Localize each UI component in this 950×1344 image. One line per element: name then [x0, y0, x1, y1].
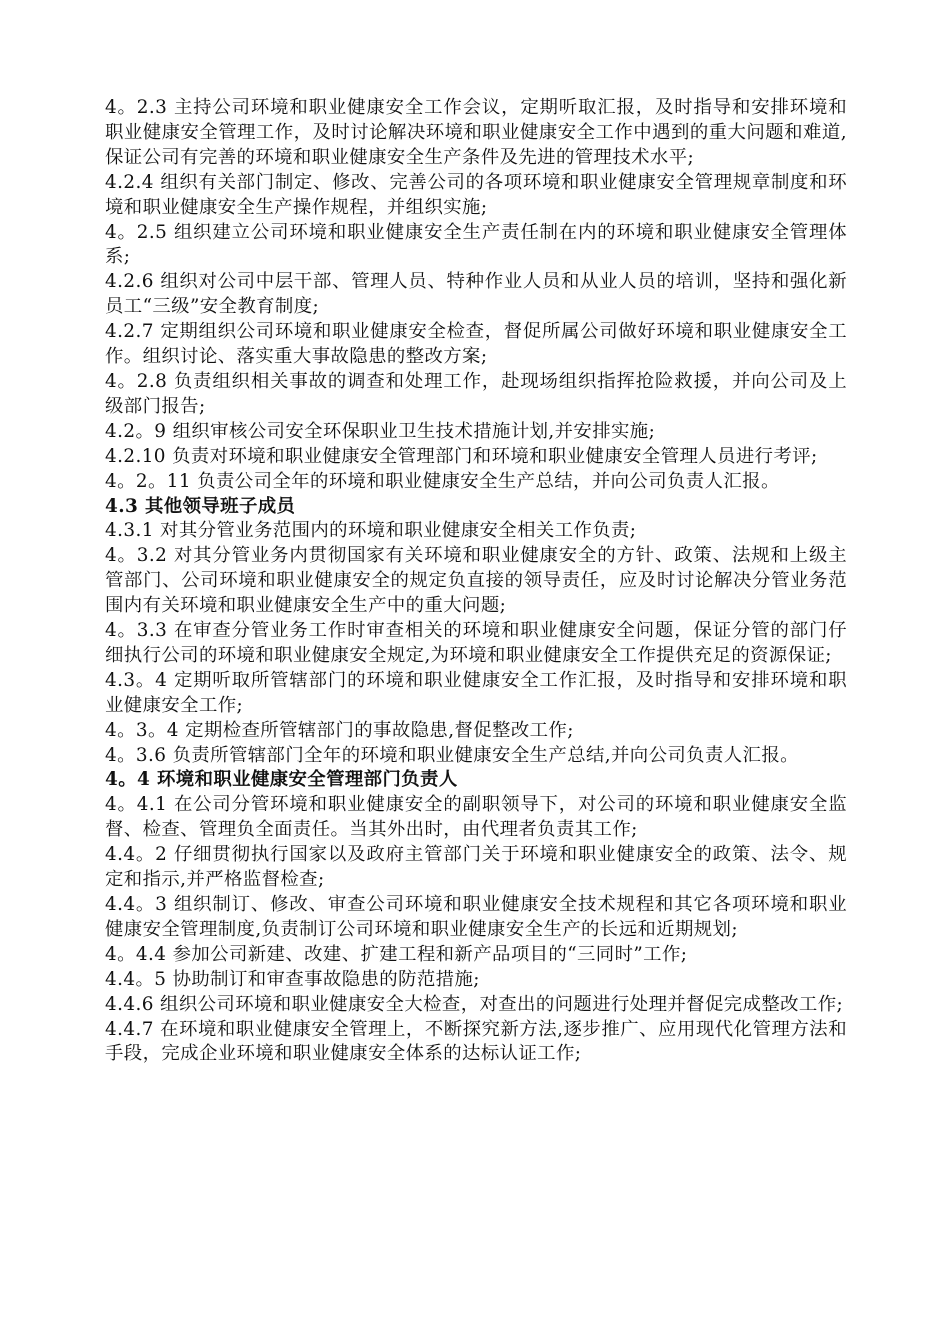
paragraph: 4。4.1 在公司分管环境和职业健康安全的副职领导下，对公司的环境和职业健康安全监督、检查、管理负全面责任。当其外出时，由代理者负责其工作; [105, 794, 847, 841]
paragraph: 4。4.4 参加公司新建、改建、扩建工程和新产品项目的“三同时”工作; [105, 943, 688, 965]
paragraph: 4.2.10 负责对环境和职业健康安全管理部门和环境和职业健康安全管理人员进行考评; [105, 445, 818, 467]
paragraph: 4。2.5 组织建立公司环境和职业健康安全生产责任制在内的环境和职业健康安全管理体系; [105, 221, 847, 268]
section-heading: 4.3 其他领导班子成员 [105, 495, 296, 517]
paragraph: 4.2.7 定期组织公司环境和职业健康安全检查，督促所属公司做好环境和职业健康安全工作。组织讨论、落实重大事故隐患的整改方案; [105, 321, 847, 368]
paragraph: 4.4.6 组织公司环境和职业健康安全大检查，对查出的问题进行处理并督促完成整改工作; [105, 993, 844, 1015]
section-heading: 4。4 环境和职业健康安全管理部门负责人 [105, 769, 458, 791]
paragraph: 4。3。4 定期检查所管辖部门的事故隐患,督促整改工作; [105, 719, 574, 741]
paragraph: 4。3.6 负责所管辖部门全年的环境和职业健康安全生产总结,并向公司负责人汇报。 [105, 744, 799, 766]
paragraph: 4.4.7 在环境和职业健康安全管理上，不断探究新方法,逐步推广、应用现代化管理方法和手段，完成企业环境和职业健康安全体系的达标认证工作; [105, 1018, 847, 1065]
paragraph: 4。3.2 对其分管业务内贯彻国家有关环境和职业健康安全的方针、政策、法规和上级主管部门、公司环境和职业健康安全的规定负直接的领导责任，应及时讨论解决分管业务范围内有关环境和职业健康安全生产中的重大问题; [105, 545, 847, 617]
paragraph: 4.4。2 仔细贯彻执行国家以及政府主管部门关于环境和职业健康安全的政策、法令、规定和指示,并严格监督检查; [105, 844, 847, 891]
paragraph: 4.3.1 对其分管业务范围内的环境和职业健康安全相关工作负责; [105, 520, 637, 542]
paragraph: 4。2.8 负责组织相关事故的调查和处理工作，赴现场组织指挥抢险救援，并向公司及上级部门报告; [105, 370, 847, 417]
paragraph: 4.2.6 组织对公司中层干部、管理人员、特种作业人员和从业人员的培训，坚持和强化新员工“三级”安全教育制度; [105, 271, 847, 318]
paragraph: 4.2。9 组织审核公司安全环保职业卫生技术措施计划,并安排实施; [105, 420, 656, 442]
paragraph: 4.4。3 组织制订、修改、审查公司环境和职业健康安全技术规程和其它各项环境和职业健康安全管理制度,负责制订公司环境和职业健康安全生产的长远和近期规划; [105, 894, 847, 940]
paragraph: 4.4。5 协助制订和审查事故隐患的防范措施; [105, 968, 480, 990]
paragraph: 4。2.3 主持公司环境和职业健康安全工作会议，定期听取汇报，及时指导和安排环境和职业健康安全管理工作，及时讨论解决环境和职业健康安全工作中遇到的重大问题和难道,保证公司有完善的环境和职业健康安全生产条件及先进的管理技术水平; [105, 97, 847, 168]
paragraph: 4.2.4 组织有关部门制定、修改、完善公司的各项环境和职业健康安全管理规章制度和环境和职业健康安全生产操作规程，并组织实施; [105, 171, 847, 218]
paragraph: 4.3。4 定期听取所管辖部门的环境和职业健康安全工作汇报，及时指导和安排环境和职业健康安全工作; [105, 669, 847, 716]
paragraph: 4。3.3 在审查分管业务工作时审查相关的环境和职业健康安全问题，保证分管的部门仔细执行公司的环境和职业健康安全规定,为环境和职业健康安全工作提供充足的资源保证; [105, 620, 847, 666]
paragraph: 4。2。11 负责公司全年的环境和职业健康安全生产总结，并向公司负责人汇报。 [105, 470, 780, 492]
document-page [105, 96, 847, 1067]
